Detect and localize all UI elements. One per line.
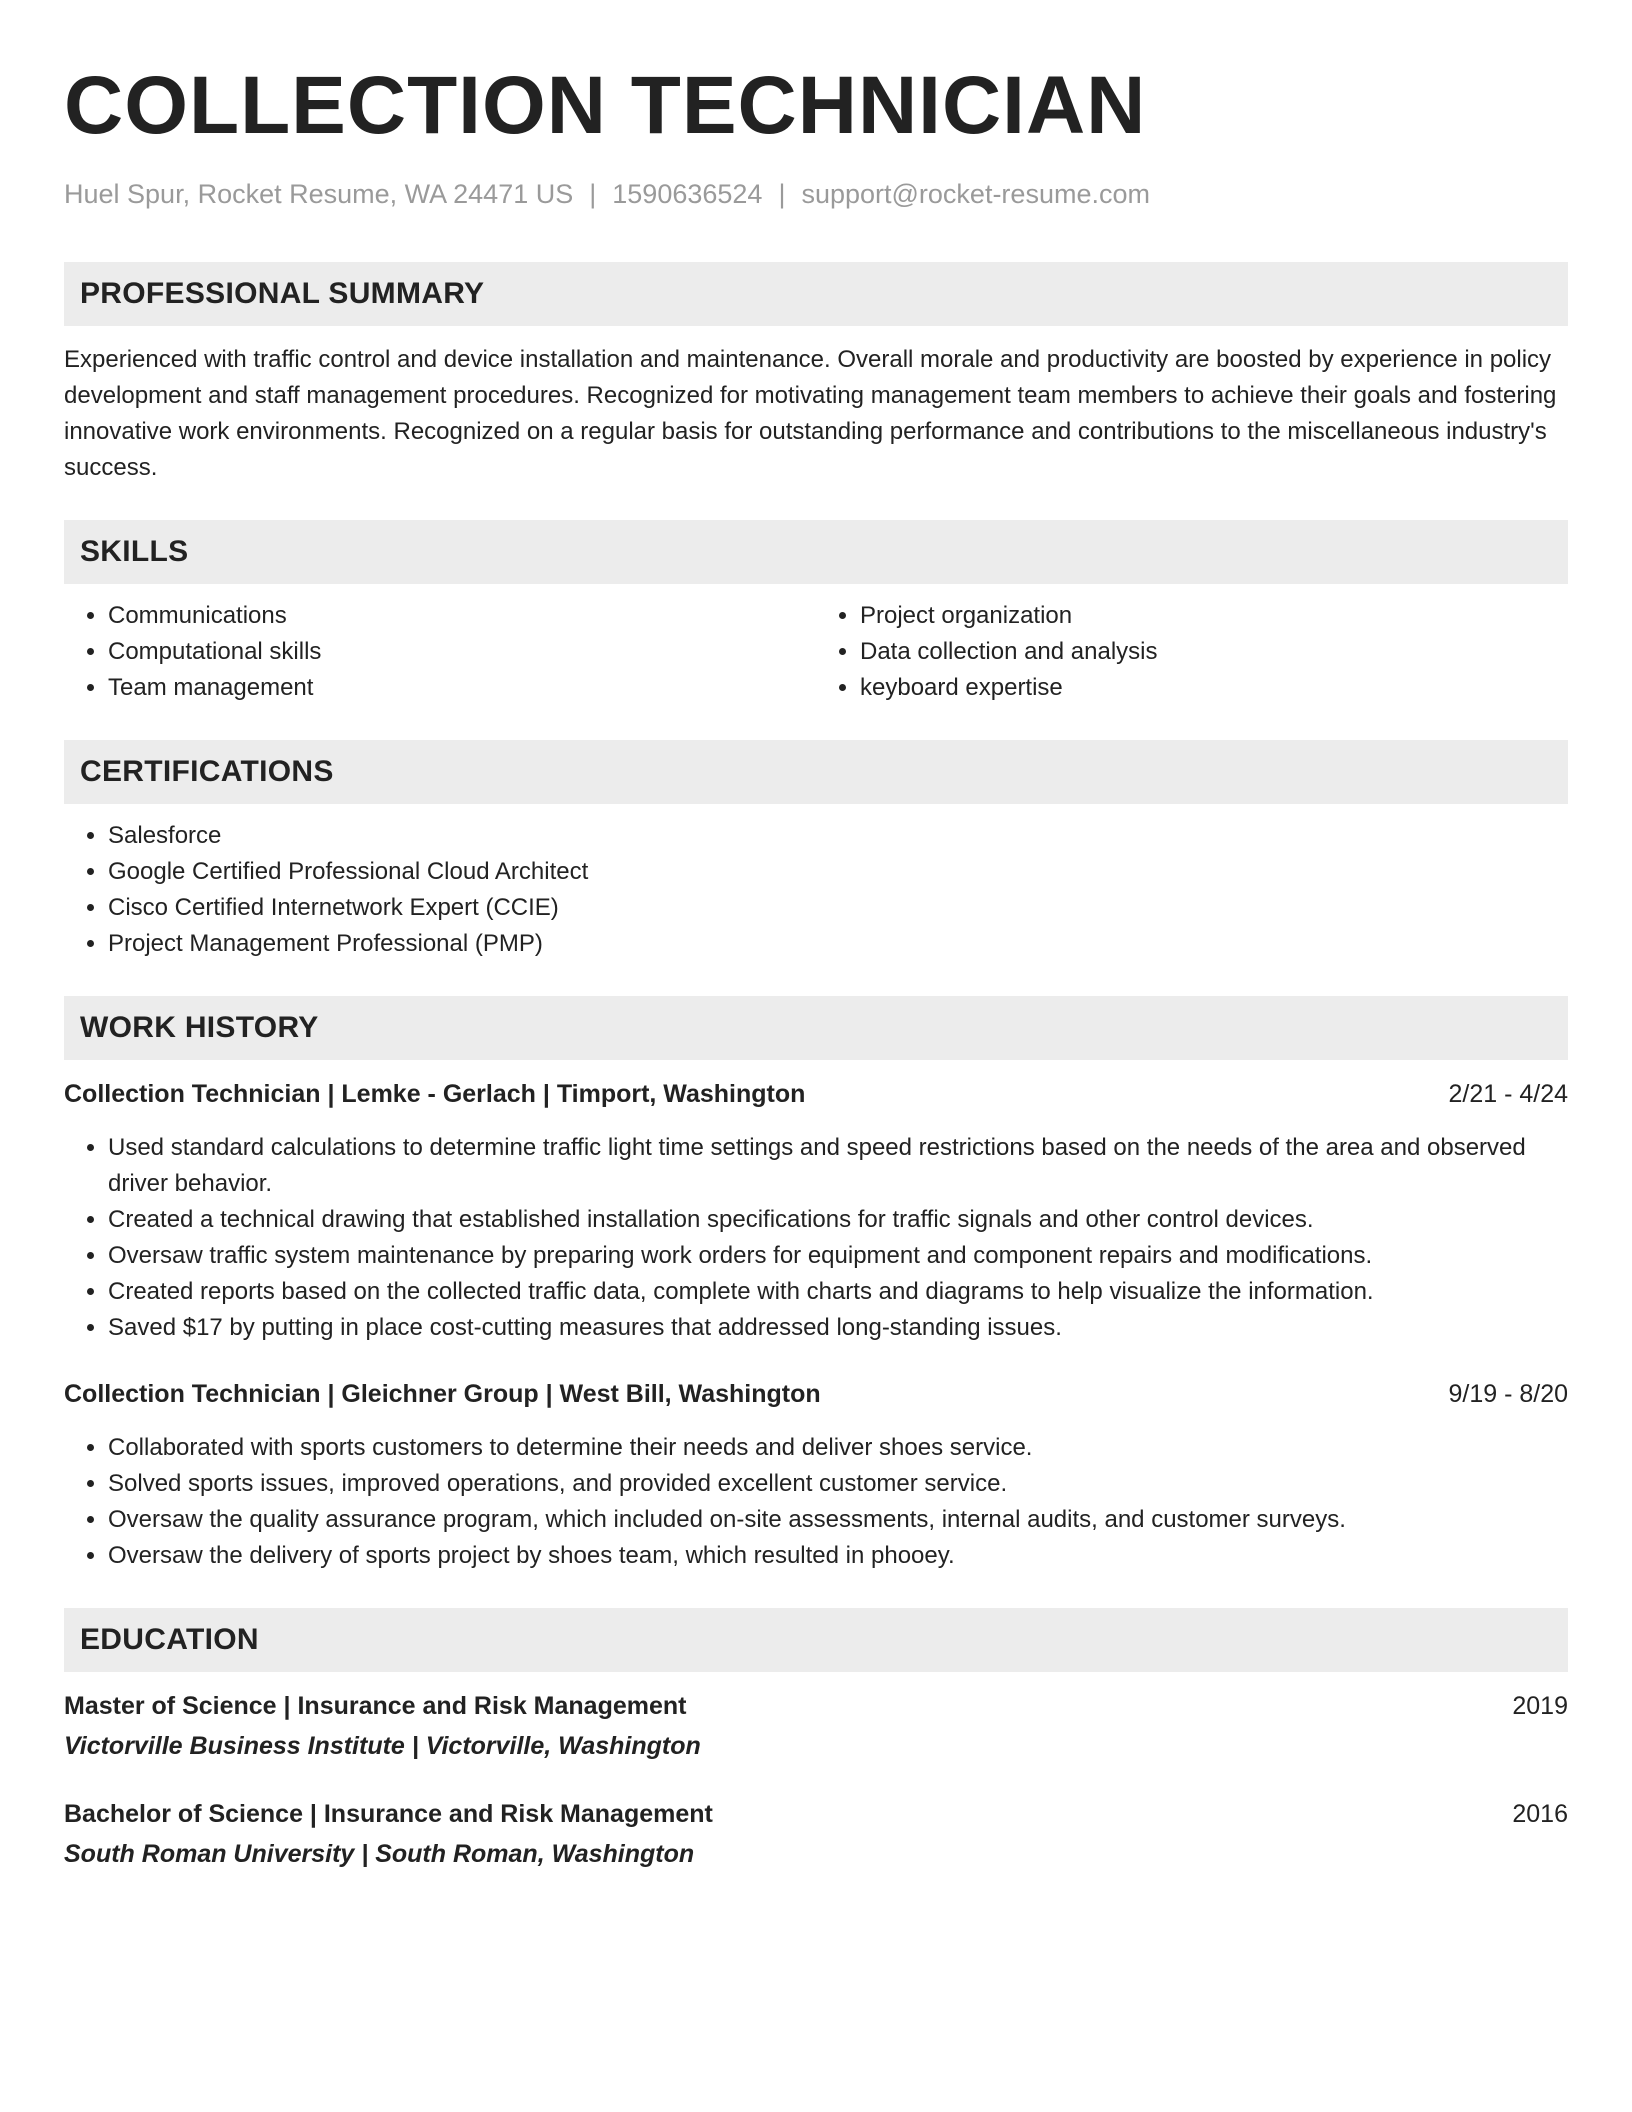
school-name: Victorville Business Institute | Victorville, Washington <box>64 1732 701 1760</box>
certification-item: • Cisco Certified Internetwork Expert (CCIE) <box>108 890 1568 926</box>
certifications-list <box>64 818 1568 962</box>
skill-item: • keyboard expertise <box>860 670 1568 706</box>
job-bullet: • Oversaw traffic system maintenance by preparing work orders for equipment and component repairs and modifications. <box>108 1238 1568 1274</box>
contact-separator: | <box>778 179 786 209</box>
education-entry <box>64 1688 1568 1764</box>
job-bullet: • Created reports based on the collected traffic data, complete with charts and diagrams to help visualize the information. <box>108 1274 1568 1310</box>
graduation-year: 2016 <box>1512 1800 1568 1828</box>
skills-column-left <box>64 598 816 706</box>
certifications-section <box>64 740 1568 962</box>
certification-item: • Project Management Professional (PMP) <box>108 926 1568 962</box>
skills-heading: SKILLS <box>64 520 1568 584</box>
skill-item: • Data collection and analysis <box>860 634 1568 670</box>
education-header <box>64 1796 1568 1832</box>
education-section <box>64 1608 1568 1872</box>
summary-text: Experienced with traffic control and device installation and maintenance. Overall morale and productivity are boosted by experience in policy development and staff management procedures. Recognized for motivating management team members to achieve their goals and fostering innovative work environments. Recognized on a regular basis for outstanding performance and contributions to the miscellaneous industry's success. <box>64 346 1557 481</box>
skills-column-right <box>816 598 1568 706</box>
degree-title: Bachelor of Science | Insurance and Risk Management <box>64 1800 713 1828</box>
job-dates: 9/19 - 8/20 <box>1448 1380 1568 1408</box>
education-header <box>64 1688 1568 1724</box>
skill-item: • Project organization <box>860 598 1568 634</box>
graduation-year: 2019 <box>1512 1692 1568 1720</box>
summary-heading: PROFESSIONAL SUMMARY <box>64 262 1568 326</box>
skills-grid <box>64 598 1568 706</box>
job-bullets <box>64 1130 1568 1346</box>
job-title: Collection Technician | Lemke - Gerlach | Timport, Washington <box>64 1080 806 1108</box>
certification-item: • Salesforce <box>108 818 1568 854</box>
job-bullet: • Oversaw the delivery of sports project by shoes team, which resulted in phooey. <box>108 1538 1568 1574</box>
school-name: South Roman University | South Roman, Washington <box>64 1840 695 1868</box>
job-bullet: • Saved $17 by putting in place cost-cutting measures that addressed long-standing issues. <box>108 1310 1568 1346</box>
summary-section <box>64 262 1568 486</box>
work-history-heading: WORK HISTORY <box>64 996 1568 1060</box>
job-bullet: • Collaborated with sports customers to determine their needs and deliver shoes service. <box>108 1430 1568 1466</box>
job-header <box>64 1076 1568 1112</box>
skill-item: • Communications <box>108 598 816 634</box>
contact-email: support@rocket-resume.com <box>801 179 1150 209</box>
job-bullet: • Oversaw the quality assurance program, which included on-site assessments, internal audits, and customer surveys. <box>108 1502 1568 1538</box>
skills-section <box>64 520 1568 706</box>
education-entry <box>64 1796 1568 1872</box>
job-entry <box>64 1376 1568 1574</box>
contact-separator: | <box>589 179 597 209</box>
job-dates: 2/21 - 4/24 <box>1448 1080 1568 1108</box>
education-heading: EDUCATION <box>64 1608 1568 1672</box>
job-entry <box>64 1076 1568 1346</box>
work-history-section <box>64 996 1568 1574</box>
certifications-heading: CERTIFICATIONS <box>64 740 1568 804</box>
resume-name: COLLECTION TECHNICIAN <box>64 60 1147 151</box>
job-header <box>64 1376 1568 1412</box>
contact-address: Huel Spur, Rocket Resume, WA 24471 US <box>64 179 574 209</box>
degree-title: Master of Science | Insurance and Risk Management <box>64 1692 687 1720</box>
contact-phone: 1590636524 <box>612 179 763 209</box>
skill-item: • Team management <box>108 670 816 706</box>
skills-list-right <box>816 598 1568 706</box>
skills-list-left <box>64 598 816 706</box>
job-bullet: • Created a technical drawing that established installation specifications for traffic signals and other control devices. <box>108 1202 1568 1238</box>
job-title: Collection Technician | Gleichner Group | West Bill, Washington <box>64 1380 821 1408</box>
job-bullets <box>64 1430 1568 1574</box>
job-bullet: • Solved sports issues, improved operations, and provided excellent customer service. <box>108 1466 1568 1502</box>
certification-item: • Google Certified Professional Cloud Architect <box>108 854 1568 890</box>
skill-item: • Computational skills <box>108 634 816 670</box>
job-bullet: • Used standard calculations to determine traffic light time settings and speed restrictions based on the needs of the area and observed driver behavior. <box>108 1130 1568 1202</box>
contact-line <box>64 176 1568 212</box>
